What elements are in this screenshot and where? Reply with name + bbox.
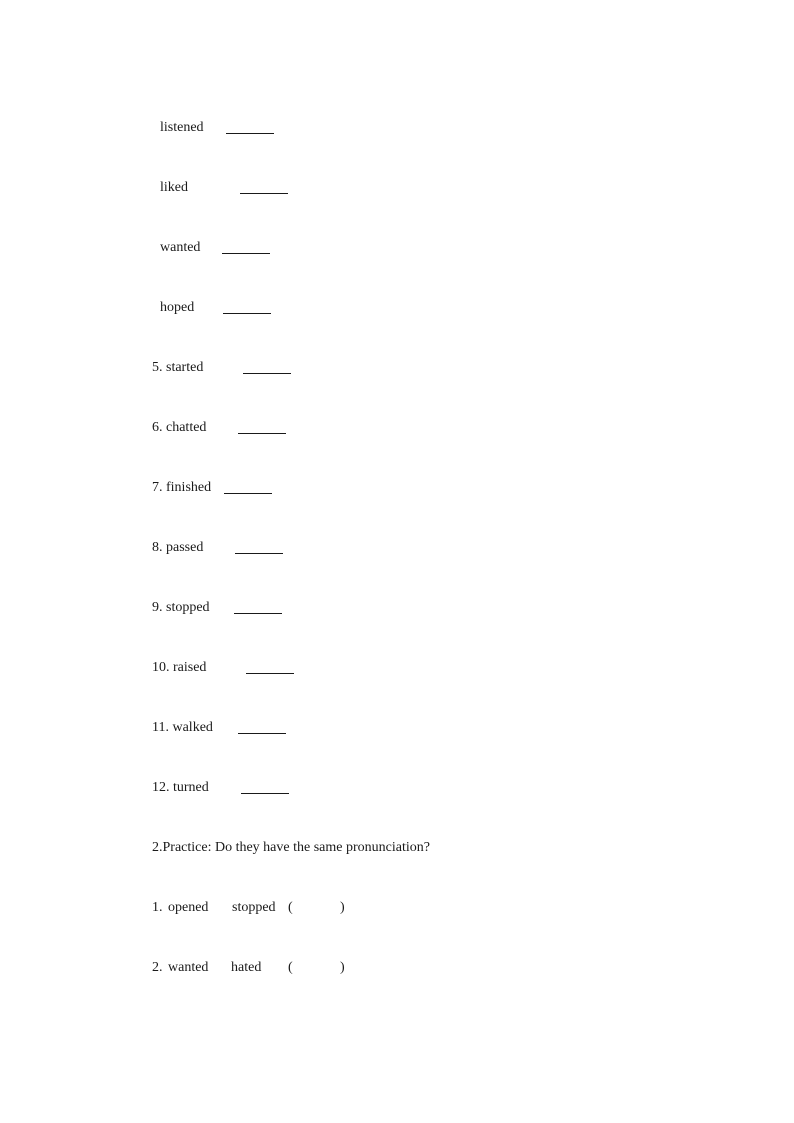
pair-number: 1. bbox=[152, 900, 163, 915]
answer-blank[interactable] bbox=[235, 553, 283, 554]
open-paren: ( bbox=[288, 960, 293, 975]
answer-blank[interactable] bbox=[223, 313, 271, 314]
item-label: 9. stopped bbox=[152, 600, 210, 615]
item-label: 10. raised bbox=[152, 660, 207, 675]
answer-blank[interactable] bbox=[226, 133, 274, 134]
answer-blank[interactable] bbox=[243, 373, 291, 374]
item-label: listened bbox=[160, 120, 204, 135]
section-heading: 2.Practice: Do they have the same pronunciation? bbox=[152, 840, 430, 855]
pair-word-b: stopped bbox=[232, 900, 276, 915]
pair-number: 2. bbox=[152, 960, 163, 975]
answer-slot[interactable] bbox=[298, 914, 334, 915]
answer-blank[interactable] bbox=[238, 433, 286, 434]
item-label: 5. started bbox=[152, 360, 204, 375]
answer-blank[interactable] bbox=[222, 253, 270, 254]
item-label: 11. walked bbox=[152, 720, 213, 735]
answer-blank[interactable] bbox=[240, 193, 288, 194]
item-label: 12. turned bbox=[152, 780, 209, 795]
item-label: wanted bbox=[160, 240, 201, 255]
close-paren: ) bbox=[340, 960, 345, 975]
pair-word-a: opened bbox=[168, 900, 209, 915]
open-paren: ( bbox=[288, 900, 293, 915]
item-label: 7. finished bbox=[152, 480, 212, 495]
answer-blank[interactable] bbox=[234, 613, 282, 614]
item-label: hoped bbox=[160, 300, 195, 315]
pair-word-b: hated bbox=[231, 960, 262, 975]
answer-blank[interactable] bbox=[224, 493, 272, 494]
item-label: 8. passed bbox=[152, 540, 204, 555]
item-label: liked bbox=[160, 180, 188, 195]
answer-blank[interactable] bbox=[241, 793, 289, 794]
answer-blank[interactable] bbox=[246, 673, 294, 674]
close-paren: ) bbox=[340, 900, 345, 915]
item-label: 6. chatted bbox=[152, 420, 207, 435]
pair-word-a: wanted bbox=[168, 960, 209, 975]
answer-blank[interactable] bbox=[238, 733, 286, 734]
answer-slot[interactable] bbox=[298, 974, 334, 975]
